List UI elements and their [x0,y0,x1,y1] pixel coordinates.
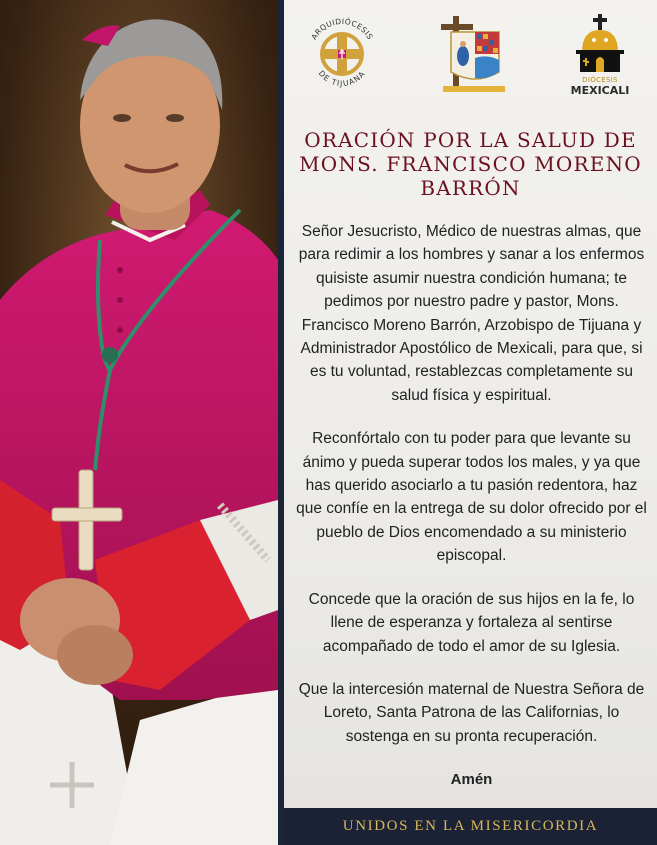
prayer-body [294,220,649,792]
prayer-closing: Amén [450,771,493,789]
logo-row [284,14,657,114]
portrait-illustration [0,0,278,845]
tijuana-arc-text [302,14,382,94]
mexicali-label: MEXICALI [570,84,630,97]
prayer-paragraph-3: Concede que la oración de sus hijos en la fe, lo llene de esperanza y fortaleza al sentirse acompañado de todo el amor de su Iglesia. [308,590,635,655]
title-line-1: ORACIÓN POR LA SALUD DE [304,128,637,152]
tijuana-logo [302,14,382,94]
prayer-panel [284,0,657,845]
prayer-paragraph-2: Reconfórtalo con tu poder para que levante su ánimo y pueda superar todos los males, y ya que has querido asociarlo a tu pasión redentora, haz que confíe en la entrega de su dolor ofrecido por el pueblo de Dios encomendado a su ministerio episcopal. [296,430,647,565]
coat-of-arms-logo [439,14,509,96]
title-line-2: MONS. FRANCISCO MORENO [299,152,642,176]
footer-motto: UNIDOS EN LA MISERICORDIA [342,818,599,834]
mexicali-logo [570,14,630,97]
mexicali-small-label: DIÓCESIS [582,76,618,84]
prayer-paragraph-4: Que la intercesión maternal de Nuestra Señora de Loreto, Santa Patrona de las Californias, lo sostenga en su pronta recuperación. [298,680,645,745]
prayer-title [298,128,643,200]
svg-text:ARQUIDIÓCESIS: ARQUIDIÓCESIS [309,16,375,42]
prayer-paragraph-1: Señor Jesucristo, Médico de nuestras almas, que para redimir a los hombres y sanar a los enfermos quisiste asumir nuestra condición humana; te pedimos por nuestro padre y pastor, Mons. Francisco Moreno Barrón, Arzobispo de Tijuana y Administrador Apostólico de Mexicali, para que, si es tu voluntad, restablezcas completamente su salud física y espiritual. [298,223,645,404]
mission-dome-cross-icon [572,14,628,76]
footer-banner [284,808,657,845]
coat-of-arms-icon [439,14,509,96]
archbishop-portrait [0,0,278,845]
svg-text:DE TIJUANA: DE TIJUANA [316,68,368,89]
title-line-3: BARRÓN [420,176,521,200]
